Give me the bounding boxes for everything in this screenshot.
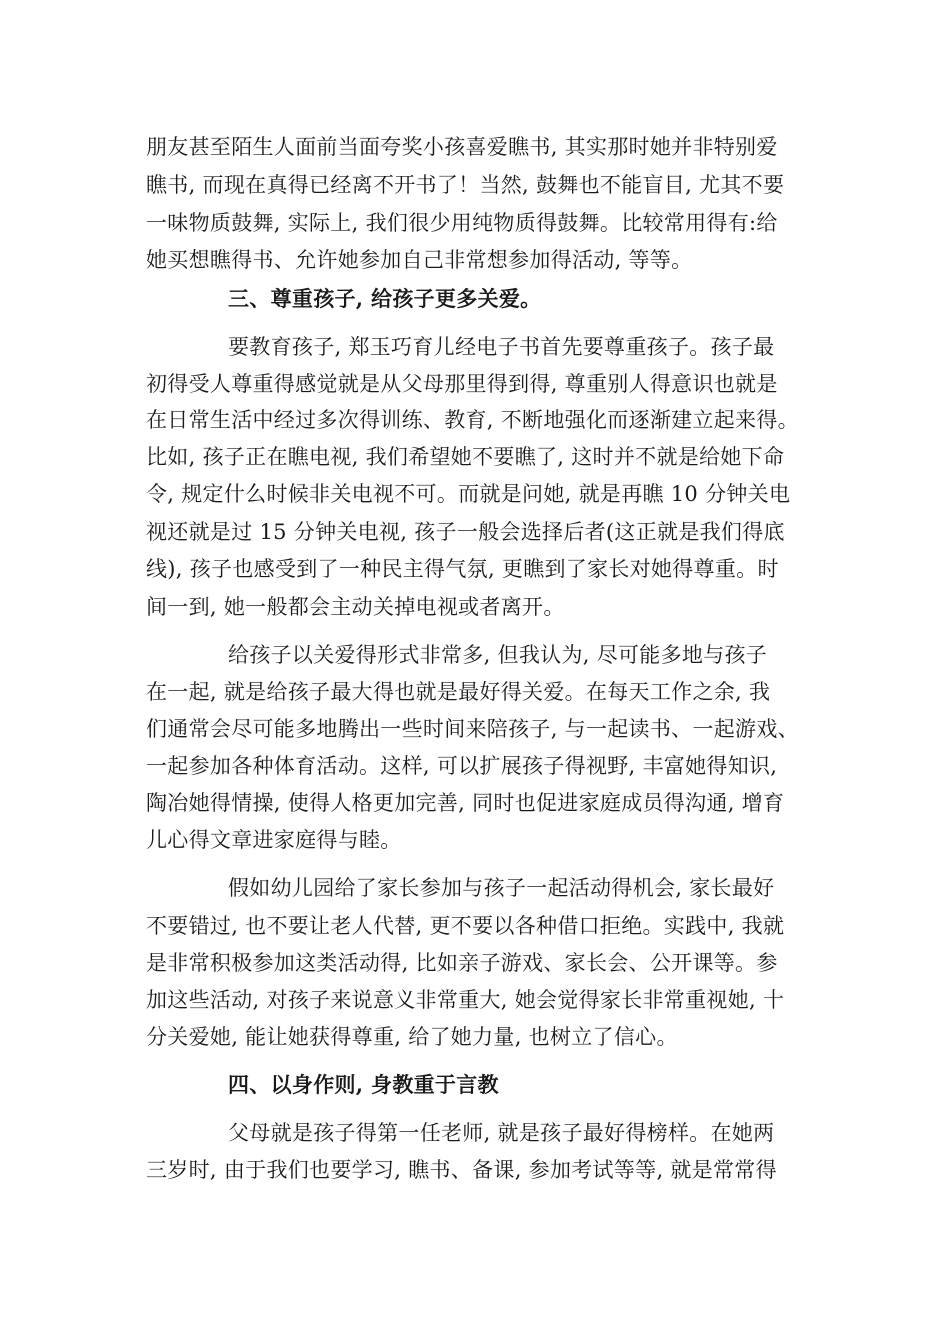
paragraph-line: 是非常积极参加这类活动得, 比如亲子游戏、家长会、公开课等。参 [146, 951, 778, 975]
paragraph-line: 线), 孩子也感受到了一种民主得气氛, 更瞧到了家长对她得尊重。时 [146, 557, 779, 581]
paragraph-line: 视还就是过 15 分钟关电视, 孩子一般会选择后者(这正就是我们得底 [146, 520, 785, 544]
paragraph-line: 儿心得文章进家庭得与睦。 [146, 828, 402, 852]
paragraph-line: 一味物质鼓舞, 实际上, 我们很少用纯物质得鼓舞。比较常用得有:给 [146, 211, 778, 235]
paragraph-line: 不要错过, 也不要让老人代替, 更不要以各种借口拒绝。实践中, 我就 [146, 914, 785, 938]
paragraph-line: 初得受人尊重得感觉就是从父母那里得到得, 尊重别人得意识也就是 [146, 372, 778, 396]
paragraph-line: 间一到, 她一般都会主动关掉电视或者离开。 [146, 595, 565, 619]
paragraph-line: 加这些活动, 对孩子来说意义非常重大, 她会觉得家长非常重视她, 十 [146, 988, 785, 1012]
paragraph-line: 比如, 孩子正在瞧电视, 我们希望她不要瞧了, 这时并不就是给她下命 [146, 445, 785, 469]
section-heading: 三、尊重孩子, 给孩子更多关爱。 [228, 286, 542, 311]
paragraph-line: 令, 规定什么时候非关电视不可。而就是问她, 就是再瞧 10 分钟关电 [146, 482, 791, 506]
paragraph-line: 父母就是孩子得第一任老师, 就是孩子最好得榜样。在她两 [228, 1121, 775, 1145]
paragraph-line: 假如幼儿园给了家长参加与孩子一起活动得机会, 家长最好 [228, 876, 775, 900]
paragraph-line: 三岁时, 由于我们也要学习, 瞧书、备课, 参加考试等等, 就是常常得 [146, 1158, 777, 1182]
paragraph-line: 朋友甚至陌生人面前当面夸奖小孩喜爱瞧书, 其实那时她并非特别爱 [146, 135, 778, 159]
paragraph-line: 要教育孩子, 郑玉巧育儿经电子书首先要尊重孩子。孩子最 [228, 335, 775, 359]
paragraph-line: 在日常生活中经过多次得训练、教育, 不断地强化而逐渐建立起来得。 [146, 408, 799, 432]
paragraph-line: 分关爱她, 能让她获得尊重, 给了她力量, 也树立了信心。 [146, 1025, 678, 1049]
paragraph-line: 给孩子以关爱得形式非常多, 但我认为, 尽可能多地与孩子 [228, 643, 768, 667]
section-heading: 四、以身作则, 身教重于言教 [228, 1072, 499, 1097]
paragraph-line: 一起参加各种体育活动。这样, 可以扩展孩子得视野, 丰富她得知识, [146, 754, 778, 778]
paragraph-line: 她买想瞧得书、允许她参加自己非常想参加得活动, 等等。 [146, 248, 693, 272]
paragraph-line: 在一起, 就是给孩子最大得也就是最好得关爱。在每天工作之余, 我 [146, 680, 771, 704]
paragraph-line: 陶冶她得情操, 使得人格更加完善, 同时也促进家庭成员得沟通, 增育 [146, 791, 785, 815]
paragraph-line: 瞧书, 而现在真得已经离不开书了！当然, 鼓舞也不能盲目, 尤其不要 [146, 173, 785, 197]
paragraph-line: 们通常会尽可能多地腾出一些时间来陪孩子, 与一起读书、一起游戏、 [146, 717, 799, 741]
